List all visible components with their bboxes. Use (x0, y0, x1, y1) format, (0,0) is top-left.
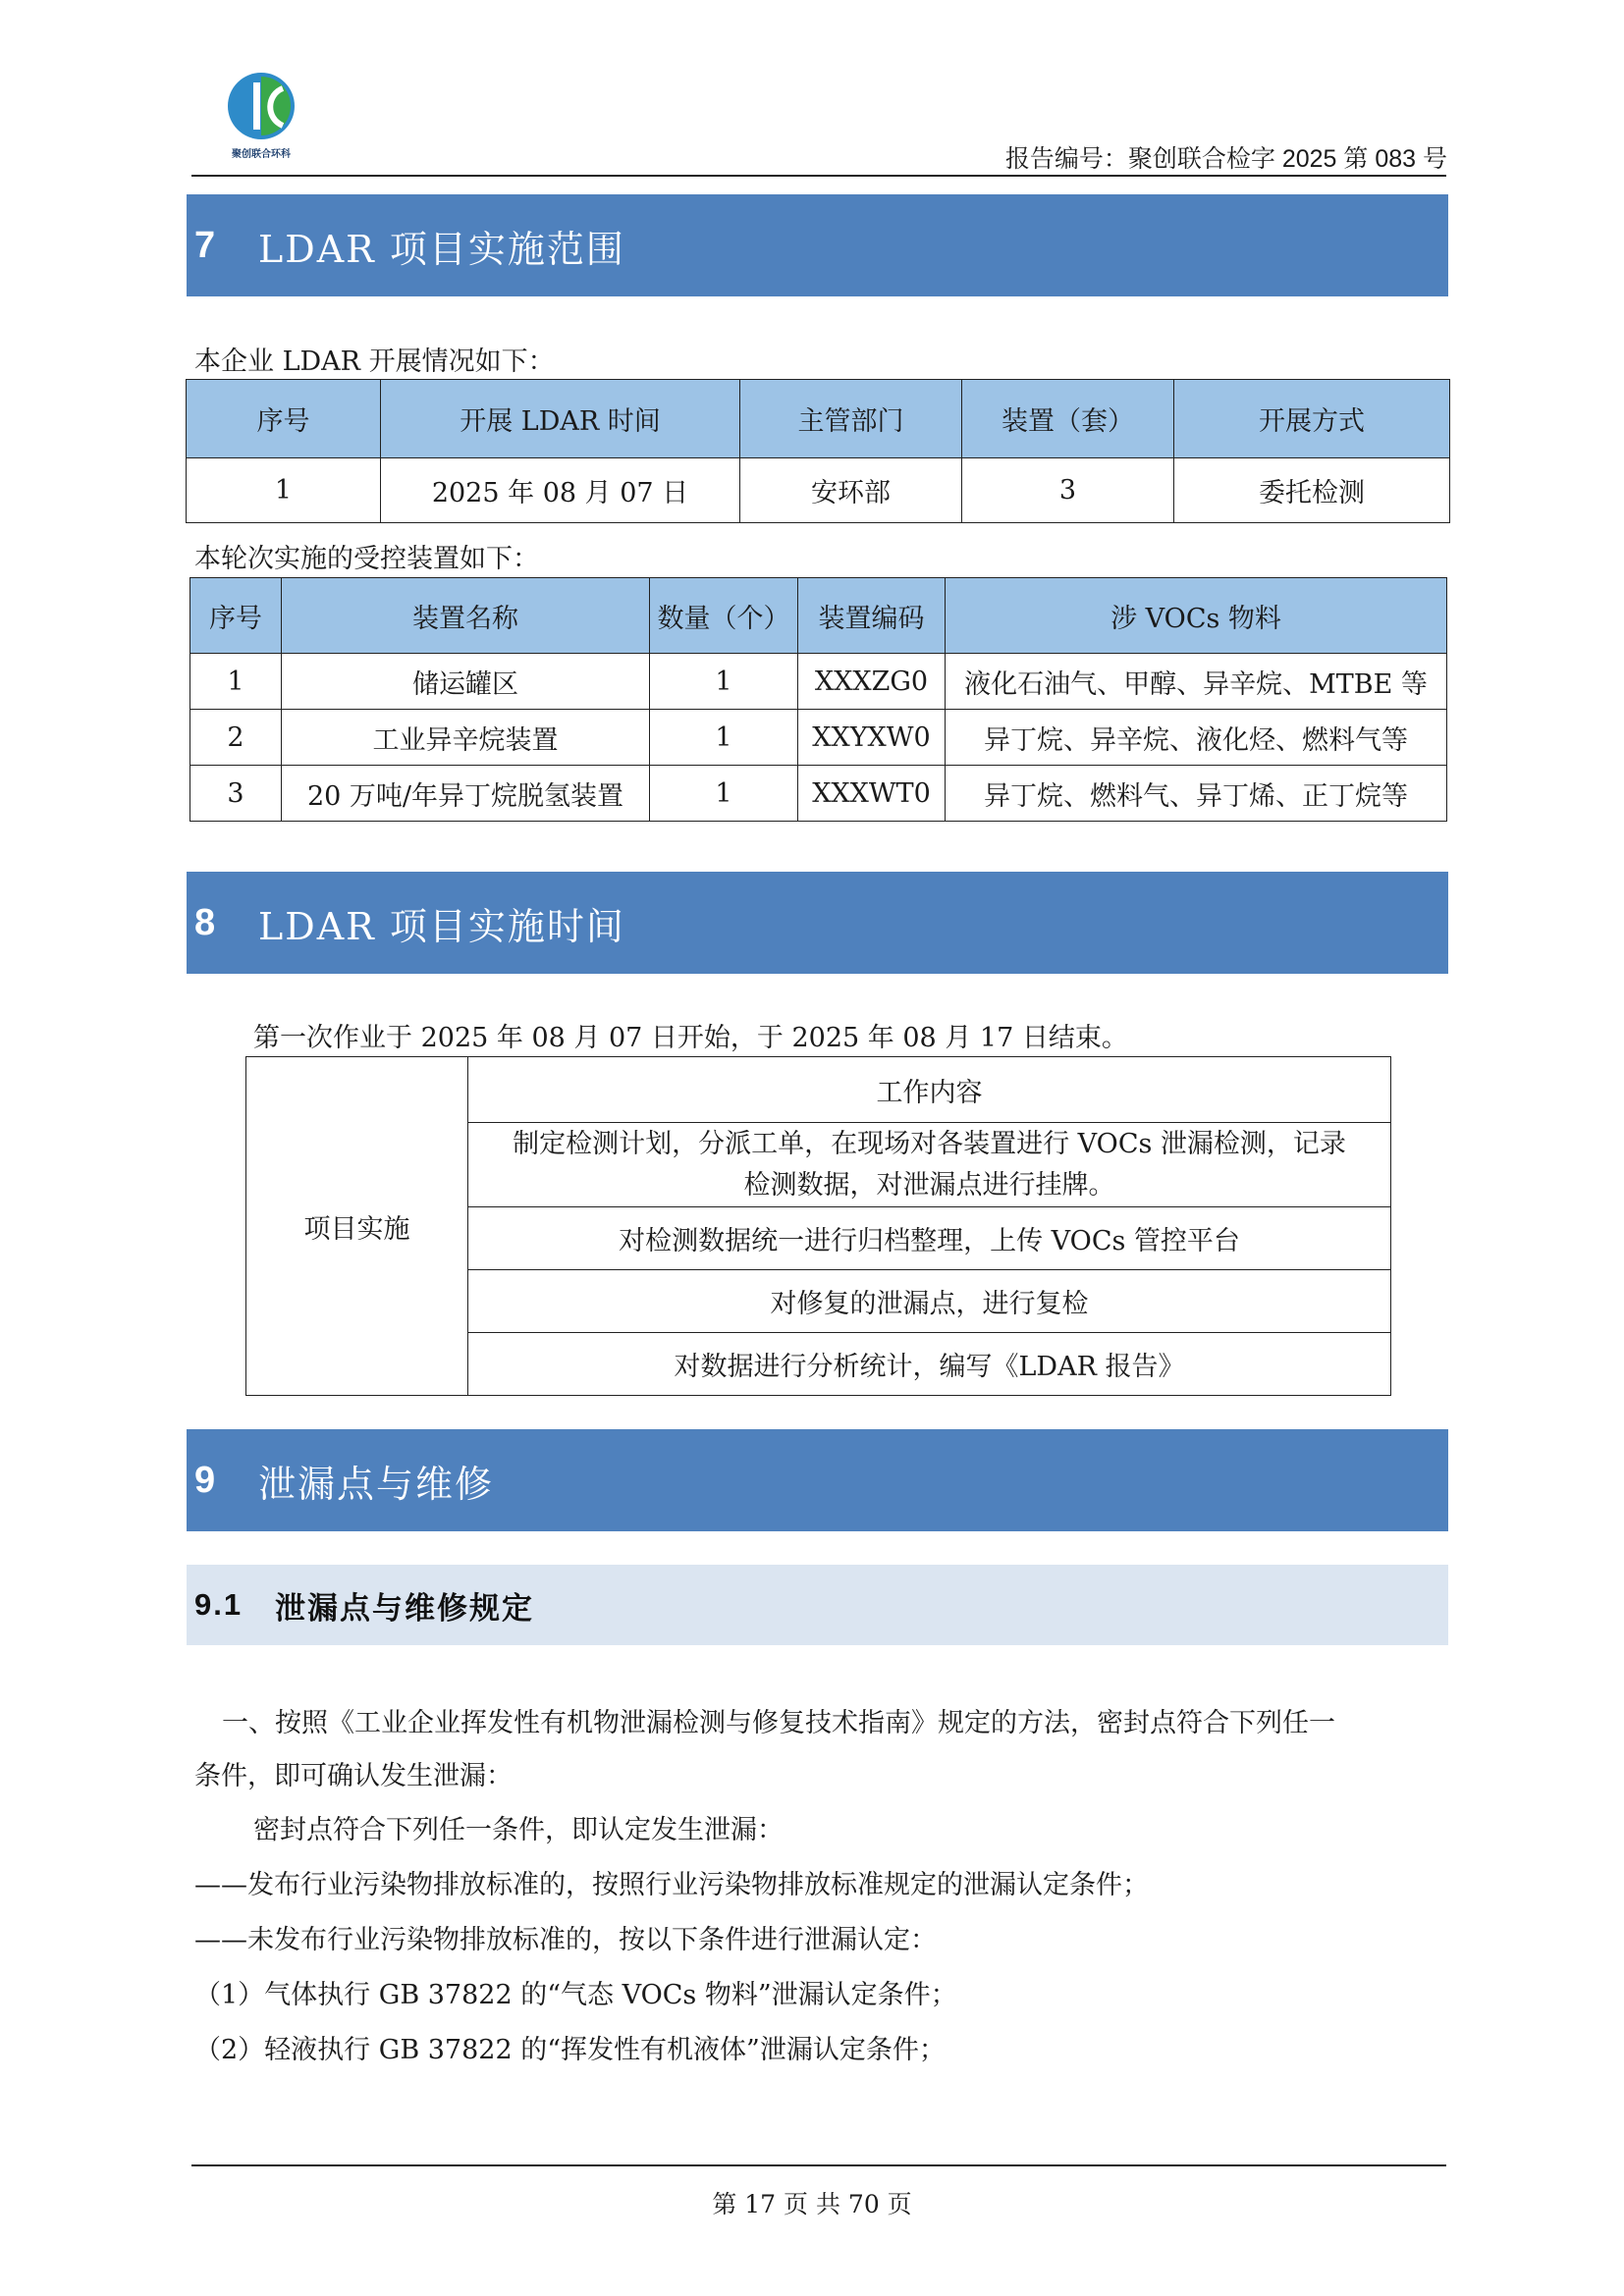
section-8-intro: 第一次作业于 2025 年 08 月 07 日开始，于 2025 年 08 月 17 日结束。 (253, 1023, 1128, 1053)
table-header-cell: 数量（个） (650, 578, 798, 654)
table-header-cell: 装置名称 (282, 578, 650, 654)
section-title: LDAR 项目实施时间 (258, 904, 625, 948)
project-implementation-label: 项目实施 (246, 1057, 468, 1396)
table-header-cell: 涉 VOCs 物料 (946, 578, 1447, 654)
table-row (190, 710, 1447, 766)
section-number: 8 (194, 901, 218, 943)
table-cell: 异丁烷、异辛烷、液化烃、燃料气等 (946, 710, 1447, 766)
table-header-row (190, 578, 1447, 654)
paragraph: 密封点符合下列任一条件，即认定发生泄漏： (253, 1815, 784, 1845)
section-7-intro-2: 本轮次实施的受控装置如下： (194, 544, 539, 574)
table-cell: 工业异辛烷装置 (282, 710, 650, 766)
table-cell: 1 (190, 654, 282, 710)
table-cell: 对检测数据统一进行归档整理，上传 VOCs 管控平台 (468, 1207, 1391, 1270)
paragraph: ——未发布行业污染物排放标准的，按以下条件进行泄漏认定： (194, 1925, 937, 1955)
table-cell: 1 (650, 710, 798, 766)
company-logo (224, 71, 298, 165)
table-cell: XXXWT0 (798, 766, 946, 822)
ldar-overview-table (186, 379, 1450, 523)
table-row (190, 654, 1447, 710)
table-cell: 异丁烷、燃料气、异丁烯、正丁烷等 (946, 766, 1447, 822)
table-header-cell: 开展 LDAR 时间 (381, 380, 740, 458)
section-number: 7 (194, 224, 218, 266)
table-header-row (187, 380, 1450, 458)
section-title: 泄漏点与维修 (258, 1462, 495, 1506)
table-cell: 2 (190, 710, 282, 766)
work-content-header: 工作内容 (468, 1057, 1391, 1123)
header-rule (191, 175, 1446, 177)
subsection-number: 9.1 (194, 1587, 244, 1622)
table-header-cell: 序号 (187, 380, 381, 458)
paragraph: ——发布行业污染物排放标准的，按照行业污染物排放标准规定的泄漏认定条件； (194, 1870, 1149, 1900)
section-7-heading (187, 194, 1448, 296)
subsection-9-1-heading (187, 1565, 1448, 1645)
table-cell: 1 (650, 766, 798, 822)
table-cell: 3 (190, 766, 282, 822)
table-row (246, 1057, 1391, 1123)
table-cell: XXYXW0 (798, 710, 946, 766)
paragraph: （2）轻液执行 GB 37822 的“挥发性有机液体”泄漏认定条件； (194, 2035, 946, 2065)
table-header-cell: 开展方式 (1174, 380, 1450, 458)
table-cell: 安环部 (740, 458, 962, 523)
subsection-title: 泄漏点与维修规定 (275, 1590, 534, 1627)
cell-line: 制定检测计划，分派工单，在现场对各装置进行 VOCs 泄漏检测，记录 (513, 1128, 1346, 1159)
table-cell: XXXZG0 (798, 654, 946, 710)
section-7-intro: 本企业 LDAR 开展情况如下： (194, 347, 555, 377)
table-cell: 2025 年 08 月 07 日 (381, 458, 740, 523)
paragraph: （1）气体执行 GB 37822 的“气态 VOCs 物料”泄漏认定条件； (194, 1980, 957, 2010)
table-cell: 1 (187, 458, 381, 523)
report-number: 报告编号：聚创联合检字 2025 第 083 号 (1004, 145, 1447, 173)
work-content-table (245, 1056, 1391, 1396)
table-cell (468, 1123, 1391, 1207)
table-header-cell: 装置编码 (798, 578, 946, 654)
table-cell: 对修复的泄漏点，进行复检 (468, 1270, 1391, 1333)
paragraph: 一、按照《工业企业挥发性有机物泄漏检测与修复技术指南》规定的方法，密封点符合下列任一 (222, 1708, 1335, 1738)
table-header-cell: 序号 (190, 578, 282, 654)
paragraph: 条件，即可确认发生泄漏： (194, 1761, 513, 1791)
table-cell: 1 (650, 654, 798, 710)
section-9-heading (187, 1429, 1448, 1531)
table-row (190, 766, 1447, 822)
section-title: LDAR 项目实施范围 (258, 227, 625, 271)
page-number: 第 17 页 共 70 页 (712, 2190, 912, 2218)
svg-text:聚创联合环科: 聚创联合环科 (232, 149, 291, 160)
section-8-heading (187, 872, 1448, 974)
table-cell: 储运罐区 (282, 654, 650, 710)
section-number: 9 (194, 1459, 218, 1501)
table-cell: 液化石油气、甲醇、异辛烷、MTBE 等 (946, 654, 1447, 710)
table-cell: 对数据进行分析统计，编写《LDAR 报告》 (468, 1333, 1391, 1396)
table-cell: 3 (962, 458, 1174, 523)
table-cell: 20 万吨/年异丁烷脱氢装置 (282, 766, 650, 822)
table-row (187, 458, 1450, 523)
cell-line: 检测数据，对泄漏点进行挂牌。 (743, 1169, 1115, 1201)
table-header-cell: 装置（套） (962, 380, 1174, 458)
table-cell: 委托检测 (1174, 458, 1450, 523)
footer-rule (191, 2164, 1446, 2166)
table-header-cell: 主管部门 (740, 380, 962, 458)
controlled-units-table (189, 577, 1447, 822)
